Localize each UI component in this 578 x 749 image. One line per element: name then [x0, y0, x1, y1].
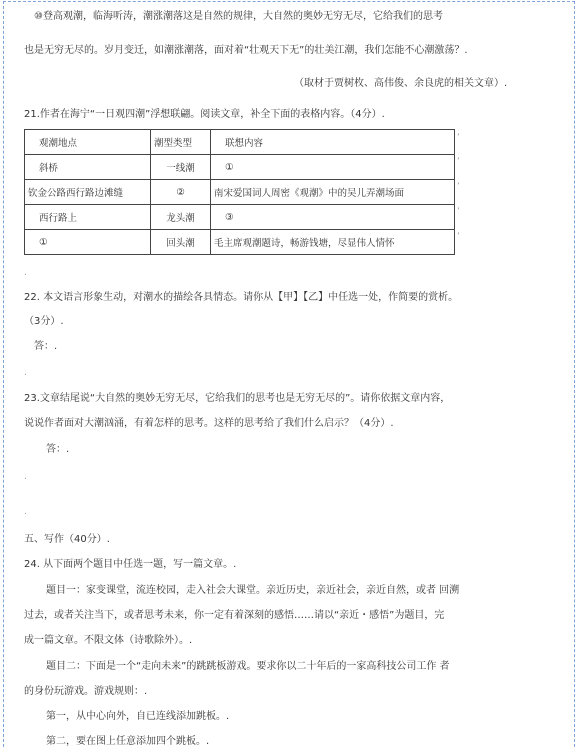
- table-cell: 钦金公路西行路边滩缝: [25, 180, 151, 205]
- q22-score: （3分）.: [24, 316, 64, 327]
- q23-prompt-line-2: 说说作者面对大潮汹涌，有着怎样的思考。这样的思考给了我们什么启示？（4分）.: [24, 418, 394, 429]
- row-end-mark: ’: [457, 133, 460, 143]
- section-5-title: 五、写作（40分）.: [24, 534, 110, 545]
- table-row: [25, 230, 455, 255]
- table-header-row: [25, 130, 455, 155]
- table-row: [25, 180, 455, 205]
- table-cell: 回头潮: [151, 230, 211, 255]
- table-row: [25, 155, 455, 180]
- table-cell: 龙头潮: [151, 205, 211, 230]
- rule-2: 第二，要在图上任意添加四个跳板。.: [46, 736, 210, 747]
- paragraph-mark: .: [24, 472, 27, 482]
- table-header-location: 观潮地点: [25, 130, 151, 155]
- table-cell: 西行路上: [25, 205, 151, 230]
- q22-prompt: 22. 本文语言形象生动，对潮水的描绘各具情态。请你从【甲】【乙】中任选一处，作简要的赏析。: [24, 292, 459, 303]
- table-cell: 南宋爱国词人周密《观潮》中的吴儿弄潮场面: [211, 180, 455, 205]
- paragraph-mark: .: [24, 368, 27, 378]
- table-cell: ①: [25, 230, 151, 255]
- topic-1-line-3: 成一篇文章。不限文体（诗歌除外）。.: [24, 635, 193, 646]
- topic-2-line-2: 的身份玩游戏。游戏规则：.: [24, 686, 148, 697]
- row-end-mark: ’: [457, 232, 460, 242]
- table-cell: ②: [151, 180, 211, 205]
- row-end-mark: ’: [457, 182, 460, 192]
- topic-2-line-1: 题目二：下面是一个“走向未来”的跳跳板游戏。要求你以二十年后的一家高科技公司工作 者: [46, 661, 450, 672]
- page-border-right: [574, 1, 575, 747]
- q24-prompt: 24. 从下面两个题目中任选一题，写一篇文章。.: [24, 559, 237, 570]
- q21-prompt: 21.作者在海宁“一日观四潮”浮想联翩。阅读文章，补全下面的表格内容。（4分）.: [24, 109, 385, 120]
- page-border-left: [3, 1, 4, 747]
- table-cell: 一线潮: [151, 155, 211, 180]
- passage-line-2: 也是无穷无尽的。岁月变迁，如潮涨潮落，面对着“壮观天下无”的壮美江潮，我们怎能不心潮激荡？.: [24, 45, 468, 56]
- page-border-top: [3, 1, 575, 2]
- table-header-association: 联想内容: [211, 130, 455, 155]
- rule-1: 第一，从中心向外，自已连线添加跳板。.: [46, 711, 230, 722]
- paragraph-mark: .: [24, 507, 27, 517]
- q23-prompt: 23.文章结尾说“大自然的奥妙无穷无尽，它给我们的思考也是无穷无尽的”。请你依据文章内容，: [24, 393, 451, 404]
- q23-answer: 答：.: [46, 444, 70, 455]
- table-cell: ③: [211, 205, 455, 230]
- passage-source: （取材于贾树枚、高伟俊、余良虎的相关文章）.: [294, 78, 508, 89]
- table-cell: ①: [211, 155, 455, 180]
- row-end-mark: ’: [457, 207, 460, 217]
- topic-1-line-1: 题目一：家变课堂，流连校园，走入社会大课堂。亲近历史，亲近社会，亲近自然，或者 回溯: [46, 585, 460, 596]
- table-row: [25, 205, 455, 230]
- table-cell: 斜桥: [25, 155, 151, 180]
- q21-table: [24, 129, 455, 255]
- row-end-mark: ’: [457, 157, 460, 167]
- passage-line-1: ⑩登高观潮，临海听涛，潮涨潮落这是自然的规律，大自然的奥妙无穷无尽，它给我们的思考: [34, 11, 443, 22]
- topic-1-line-2: 过去，或者关注当下，或者思考未来，你一定有着深刻的感悟……请以“亲近・感悟”为题目，完: [24, 610, 445, 621]
- table-cell: 毛主席观潮题诗，畅游钱塘，尽显伟人情怀: [211, 230, 455, 255]
- paragraph-mark: .: [24, 268, 27, 278]
- q22-answer: 答：.: [34, 341, 58, 352]
- table-header-type: 潮型类型: [151, 130, 211, 155]
